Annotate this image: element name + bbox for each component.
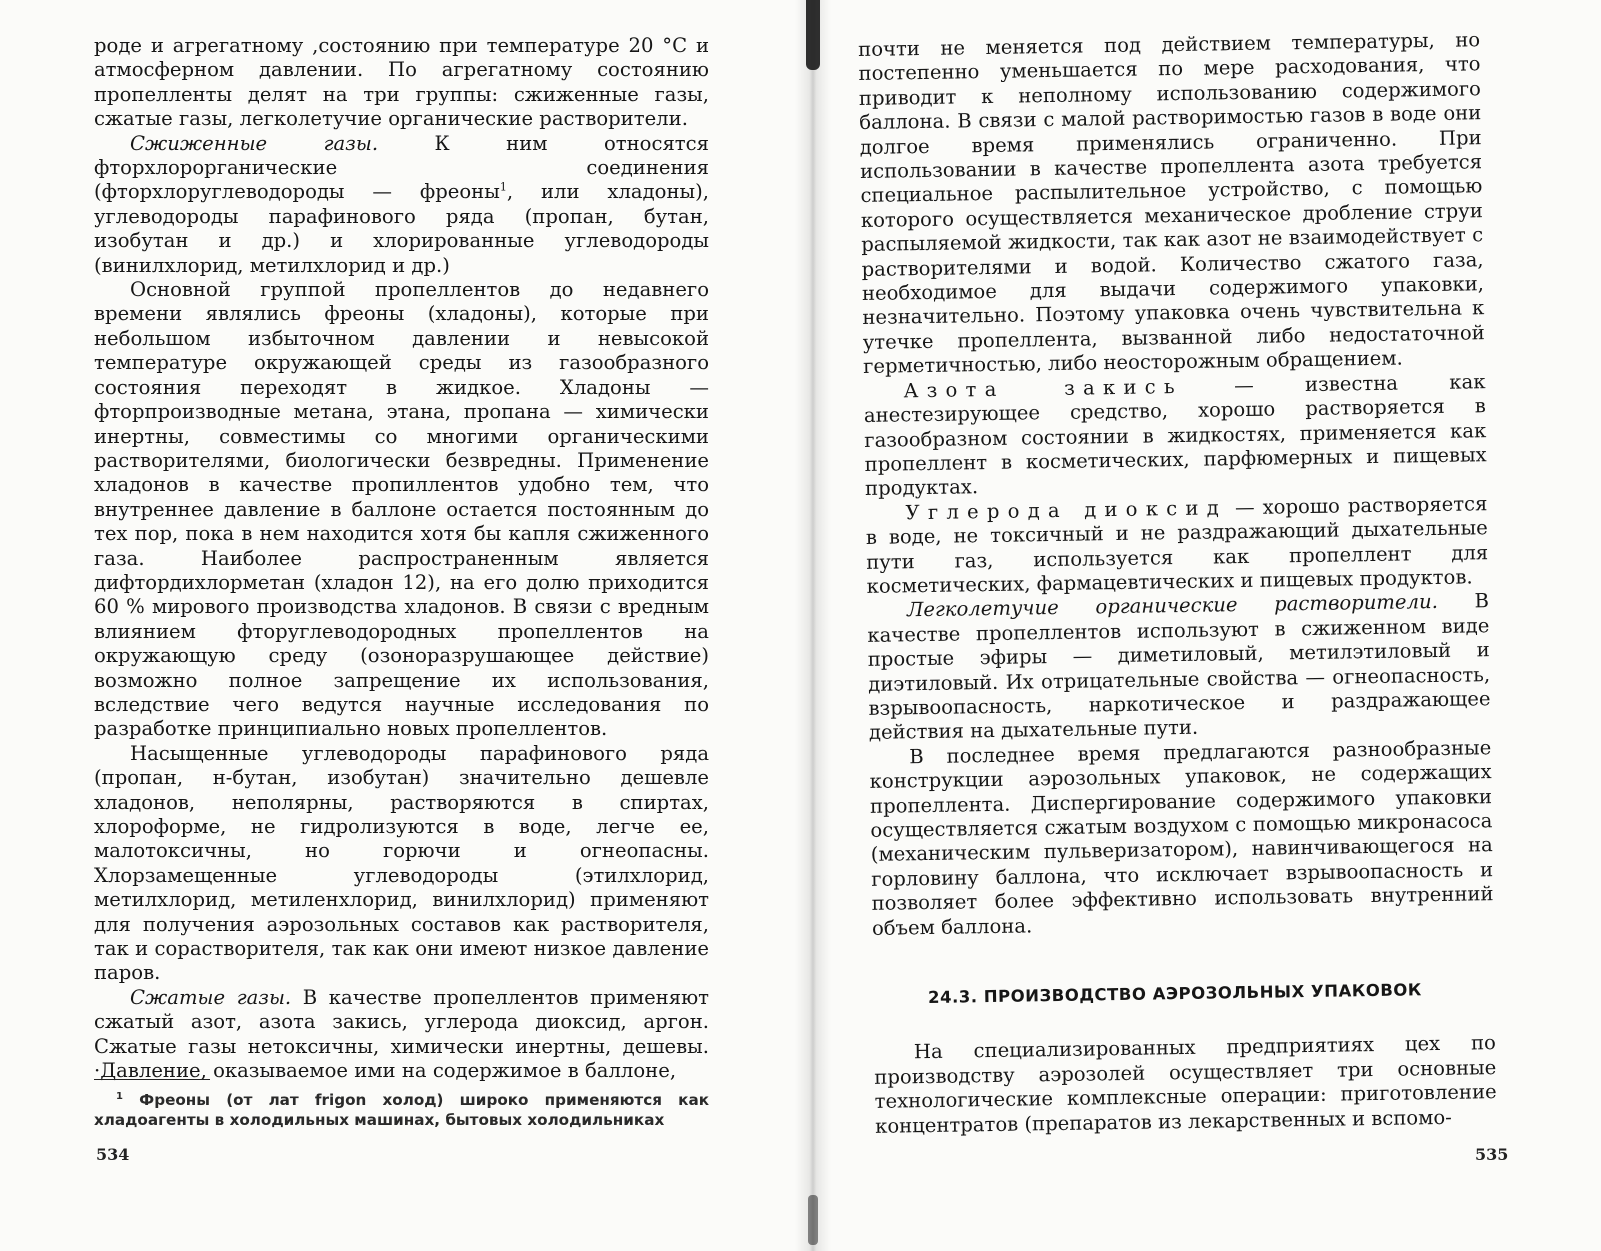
page-number-left: 534	[96, 1145, 130, 1164]
section-heading: 24.3. ПРОИЗВОДСТВО АЭРОЗОЛЬНЫХ УПАКОВОК	[927, 980, 1422, 1008]
paragraph-text: роде и агрегатному ,состоянию при температуре 20 °C и атмосферном давлении. По агрегатному состоянию пропелленты делят на три группы: сжиженные газы, сжатые газы, легколетучие органические растворители.	[94, 34, 709, 131]
paragraph-left-4	[94, 742, 709, 986]
paragraph-text-continued: , или хладоны), углеводороды парафинового ряда (пропан, бутан, изобутан и др.) и хлорированные углеводороды (винилхлорид, метилхлорид и др.)	[94, 180, 709, 277]
paragraph-left-5	[94, 986, 709, 1084]
paragraph-lead-italic: Сжатые газы.	[130, 985, 292, 1009]
paragraph-right-1	[858, 28, 1485, 379]
paragraph-lead-spaced: Азота закись	[903, 374, 1183, 403]
left-page	[0, 0, 795, 1251]
paragraph-text: Насыщенные углеводороды парафинового ряда (пропан, н-бутан, изобутан) значительно дешевле хладонов, неполярны, растворяются в спиртах, хлороформе, не гидролизуются в воде, легче ее, малотоксичны, но горючи и огнеопасны. Хлорзамещенные углеводороды (этилхлорид, метилхлорид, метиленхлорид, винилхлорид) применяют для получения аэрозольных составов как растворителя, так и сорастворителя, так как они имеют низкое давление паров.	[94, 741, 709, 985]
paragraph-text: — известна как анестезирующее средство, хорошо растворяется в газообразном состоянии в жидкостях, применяется как пропеллент в косметических, парфюмерных и пищевых продуктах.	[863, 369, 1487, 501]
paragraph-right-6	[874, 1032, 1497, 1139]
footnote	[94, 1090, 709, 1130]
gutter-scan-mark-bottom	[808, 1195, 818, 1245]
paragraph-right-5	[869, 736, 1494, 941]
paragraph-lead-italic: Легколетучие органические растворители.	[906, 590, 1439, 622]
footnote-text: Фреоны (от лат frigon холод) широко применяются как хладоагенты в холодильных машинах, бытовых холодильниках	[94, 1091, 709, 1129]
paragraph-left-2	[94, 132, 709, 278]
paragraph-text: почти не меняется под действием температуры, но постепенно уменьшается по мере расходования, что приводит к неполному использованию содержимого баллона. В связи с малой растворимостью газов в воде они долгое время применялись ограниченно. При использовании в качестве пропеллента азота требуется специальное распылительное устройство, с помощью которого осуществляется механическое дробление струи распыляемой жидкости, так как азот не взаимодействует с растворителями и водой. Количество сжатого газа, необходимое для выдачи содержимого упаковки, незначительно. Поэтому упаковка очень чувствительна к утечке пропеллента, вызванной либо недостаточной герметичностью, либо неосторожным обращением.	[858, 28, 1485, 379]
paragraph-right-4	[867, 590, 1491, 746]
page-number-right: 535	[1475, 1145, 1509, 1164]
footnote-mark: 1	[116, 1090, 123, 1102]
paragraph-left-3	[94, 278, 709, 742]
paragraph-text: В качестве пропеллентов используют в сжиженном виде простые эфиры — диметиловый, метилэтиловый и диэтиловый. Их отрицательные свойства — огнеопасность, взрывоопасность, наркотическое и раздражающее действия на дыхательные пути.	[867, 589, 1491, 745]
gutter-scan-mark	[806, 0, 820, 70]
paragraph-lead-spaced: Углерода диоксид	[905, 495, 1228, 525]
paragraph-text: В качестве пропеллентов применяют сжатый азот, азота закись, углерода диоксид, аргон. Сжатые газы нетоксичны, химически инертны, дешевы. ·Давление, оказываемое ими на содержимое в баллоне,	[94, 985, 709, 1083]
paragraph-text: — хорошо растворяется в воде, не токсичный и не раздражающий дыхательные пути газ, используется как пропеллент для косметических, фармацевтических и пищевых продуктов.	[865, 491, 1489, 598]
paragraph-right-2	[863, 370, 1487, 502]
footnote-reference: 1	[499, 180, 507, 194]
right-page	[831, 0, 1601, 1251]
footnote-divider	[94, 1079, 210, 1080]
paragraph-text: В последнее время предлагаются разнообразные конструкции аэрозольных упаковок, не содержащих пропеллента. Диспергирование содержимого упаковки осуществляется сжатым воздухом с помощью микронасоса (механическим пульверизатором), навинчивающегося на горловину баллона, что исключает взрывоопасность и позволяет более эффективно использовать внутренний объем баллона.	[869, 735, 1494, 940]
book-gutter	[795, 0, 831, 1251]
paragraph-text: К ним относятся фторхлорорганические соединения (фторхлоруглеводороды — фреоны	[94, 131, 709, 204]
paragraph-lead-italic: Сжиженные газы.	[130, 131, 379, 155]
paragraph-text: На специализированных предприятиях цех по производству аэрозолей осуществляет три основные технологические комплексные операции: приготовление концентратов (препаратов из лекарственных и вспомо-	[874, 1031, 1497, 1138]
left-text-column	[94, 34, 709, 1083]
paragraph-right-3	[865, 492, 1488, 599]
paragraph-text: Основной группой пропеллентов до недавнего времени являлись фреоны (хладоны), которые при небольшом избыточном давлении и невысокой температуре окружающей среды из газообразного состояния переходят в жидкое. Хладоны — фторпроизводные метана, этана, пропана — химически инертны, совместимы со многими органическими растворителями, биологически безвредны. Применение хладонов в качестве пропиллентов удобно тем, что внутреннее давление в баллоне остается постоянным до тех пор, пока в нем находится хотя бы капля сжиженного газа. Наиболее распространенным является дифтордихлорметан (хладон 12), на его долю приходится 60 % мирового производства хладонов. В связи с вредным влиянием фторуглеводородных пропеллентов на окружающую среду (озоноразрушающее действие) возможно полное запрещение их использования, вследствие чего ведутся научные исследования по разработке принципиально новых пропеллентов.	[94, 278, 709, 741]
paragraph-left-1	[94, 34, 709, 132]
right-text-column	[858, 28, 1497, 1139]
